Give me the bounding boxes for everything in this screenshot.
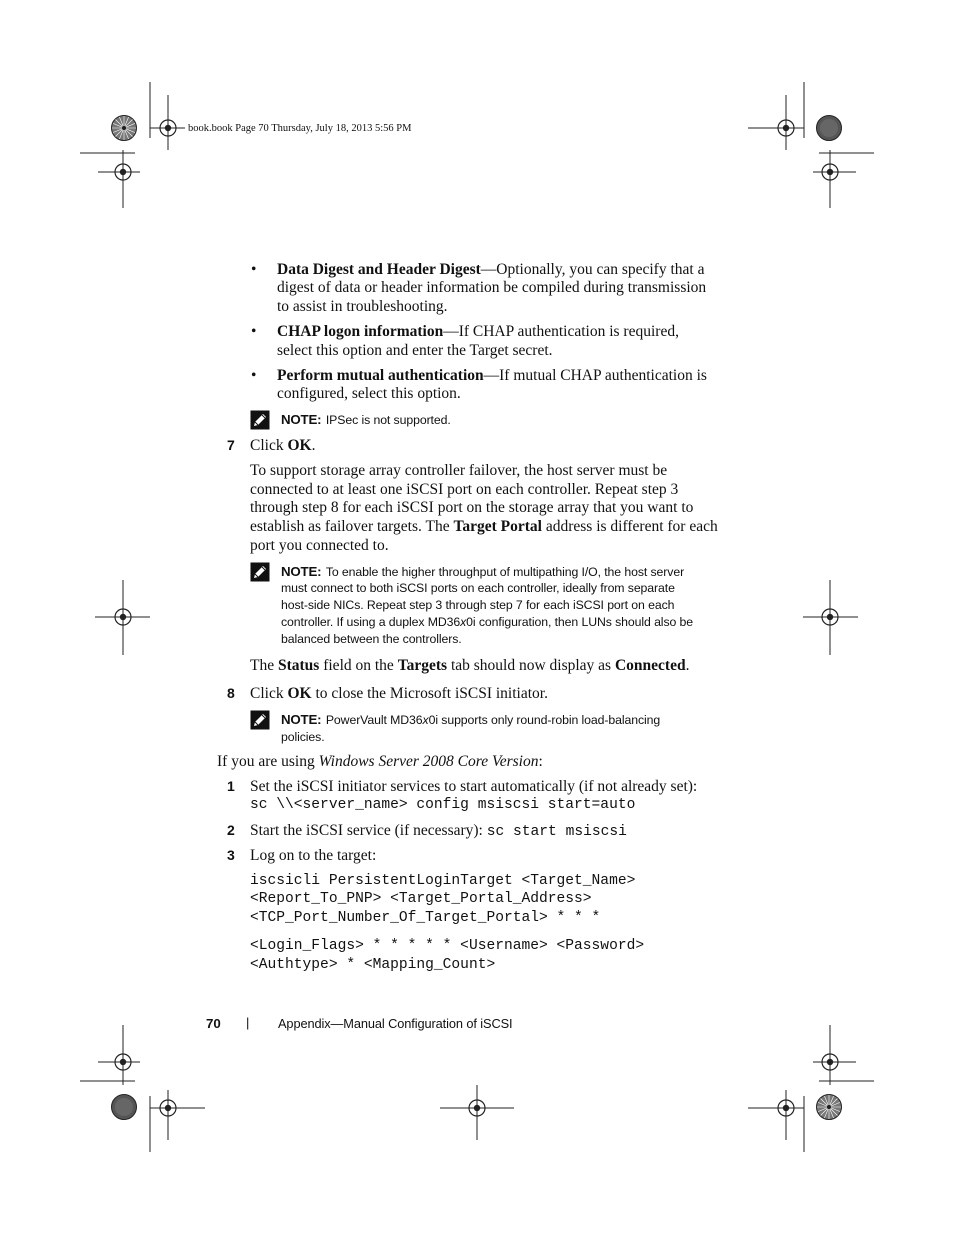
- paragraph-line: establish as failover targets. The Target Portal address is different for each: [250, 518, 718, 535]
- step-number: 3: [227, 847, 235, 863]
- bullet-dot: •: [251, 261, 257, 278]
- file-header: book.book Page 70 Thursday, July 18, 2013 5:56 PM: [188, 123, 412, 134]
- footer-separator: |: [246, 1015, 250, 1030]
- step-7-text: Click OK.: [250, 437, 316, 454]
- step-number: 7: [227, 437, 235, 453]
- code-line: iscsicli PersistentLoginTarget <Target_Name>: [250, 873, 636, 889]
- code-line: <Authtype> * <Mapping_Count>: [250, 957, 496, 973]
- paragraph-line: port you connected to.: [250, 537, 389, 554]
- status-paragraph: The Status field on the Targets tab should now display as Connected.: [250, 657, 690, 674]
- page-number: 70: [206, 1016, 221, 1031]
- bullet-dot: •: [251, 323, 257, 340]
- footer-title: Appendix—Manual Configuration of iSCSI: [278, 1016, 513, 1031]
- bullet-item: Perform mutual authentication—If mutual CHAP authentication is: [277, 367, 707, 384]
- note-line: balanced between the controllers.: [281, 632, 462, 646]
- code-line: <TCP_Port_Number_Of_Target_Portal> * * *: [250, 910, 601, 926]
- core-step-3-text: Log on to the target:: [250, 847, 377, 864]
- bullet-item: Data Digest and Header Digest—Optionally, you can specify that a: [277, 261, 705, 278]
- note-pencil-icon: [250, 562, 270, 582]
- core-step-1-text: Set the iSCSI initiator services to start automatically (if not already set):: [250, 778, 698, 795]
- code-line: sc \\<server_name> config msiscsi start=auto: [250, 797, 636, 813]
- bullet-line: to assist in troubleshooting.: [277, 298, 448, 315]
- bullet-term: CHAP logon information: [277, 323, 444, 340]
- bullet-term: Perform mutual authentication: [277, 367, 484, 384]
- code-line: <Login_Flags> * * * * * <Username> <Password>: [250, 938, 645, 954]
- paragraph-line: through step 8 for each iSCSI port on the storage array that you want to: [250, 499, 694, 516]
- bullet-item: CHAP logon information—If CHAP authentication is required,: [277, 323, 679, 340]
- note-line: host-side NICs. Repeat step 3 through step 7 for each iSCSI port on each: [281, 598, 675, 612]
- step-8-text: Click OK to close the Microsoft iSCSI initiator.: [250, 685, 548, 702]
- step-number: 1: [227, 778, 235, 794]
- code-line: <Report_To_PNP> <Target_Portal_Address>: [250, 891, 592, 907]
- note-line: policies.: [281, 730, 325, 744]
- note-pencil-icon: [250, 410, 270, 430]
- note-ipsec: NOTE: IPSec is not supported.: [281, 412, 451, 427]
- bullet-line: configured, select this option.: [277, 385, 461, 402]
- bullet-line: digest of data or header information be compiled during transmission: [277, 279, 707, 296]
- note-line: must connect to both iSCSI ports on each controller, ideally from separate: [281, 581, 675, 595]
- step-number: 2: [227, 822, 235, 838]
- bullet-term: Data Digest and Header Digest: [277, 261, 481, 278]
- core-step-2-text: Start the iSCSI service (if necessary): sc start msiscsi: [250, 822, 627, 840]
- bullet-line: select this option and enter the Target secret.: [277, 342, 553, 359]
- bullet-dot: •: [251, 367, 257, 384]
- step-number: 8: [227, 685, 235, 701]
- paragraph-line: To support storage array controller failover, the host server must be: [250, 462, 668, 479]
- note-pencil-icon: [250, 710, 270, 730]
- note-line: controller. If using a duplex MD36x0i configuration, then LUNs should also be: [281, 615, 694, 629]
- core-intro: If you are using Windows Server 2008 Core Version:: [217, 753, 543, 770]
- paragraph-line: connected to at least one iSCSI port on each controller. Repeat step 3: [250, 481, 679, 498]
